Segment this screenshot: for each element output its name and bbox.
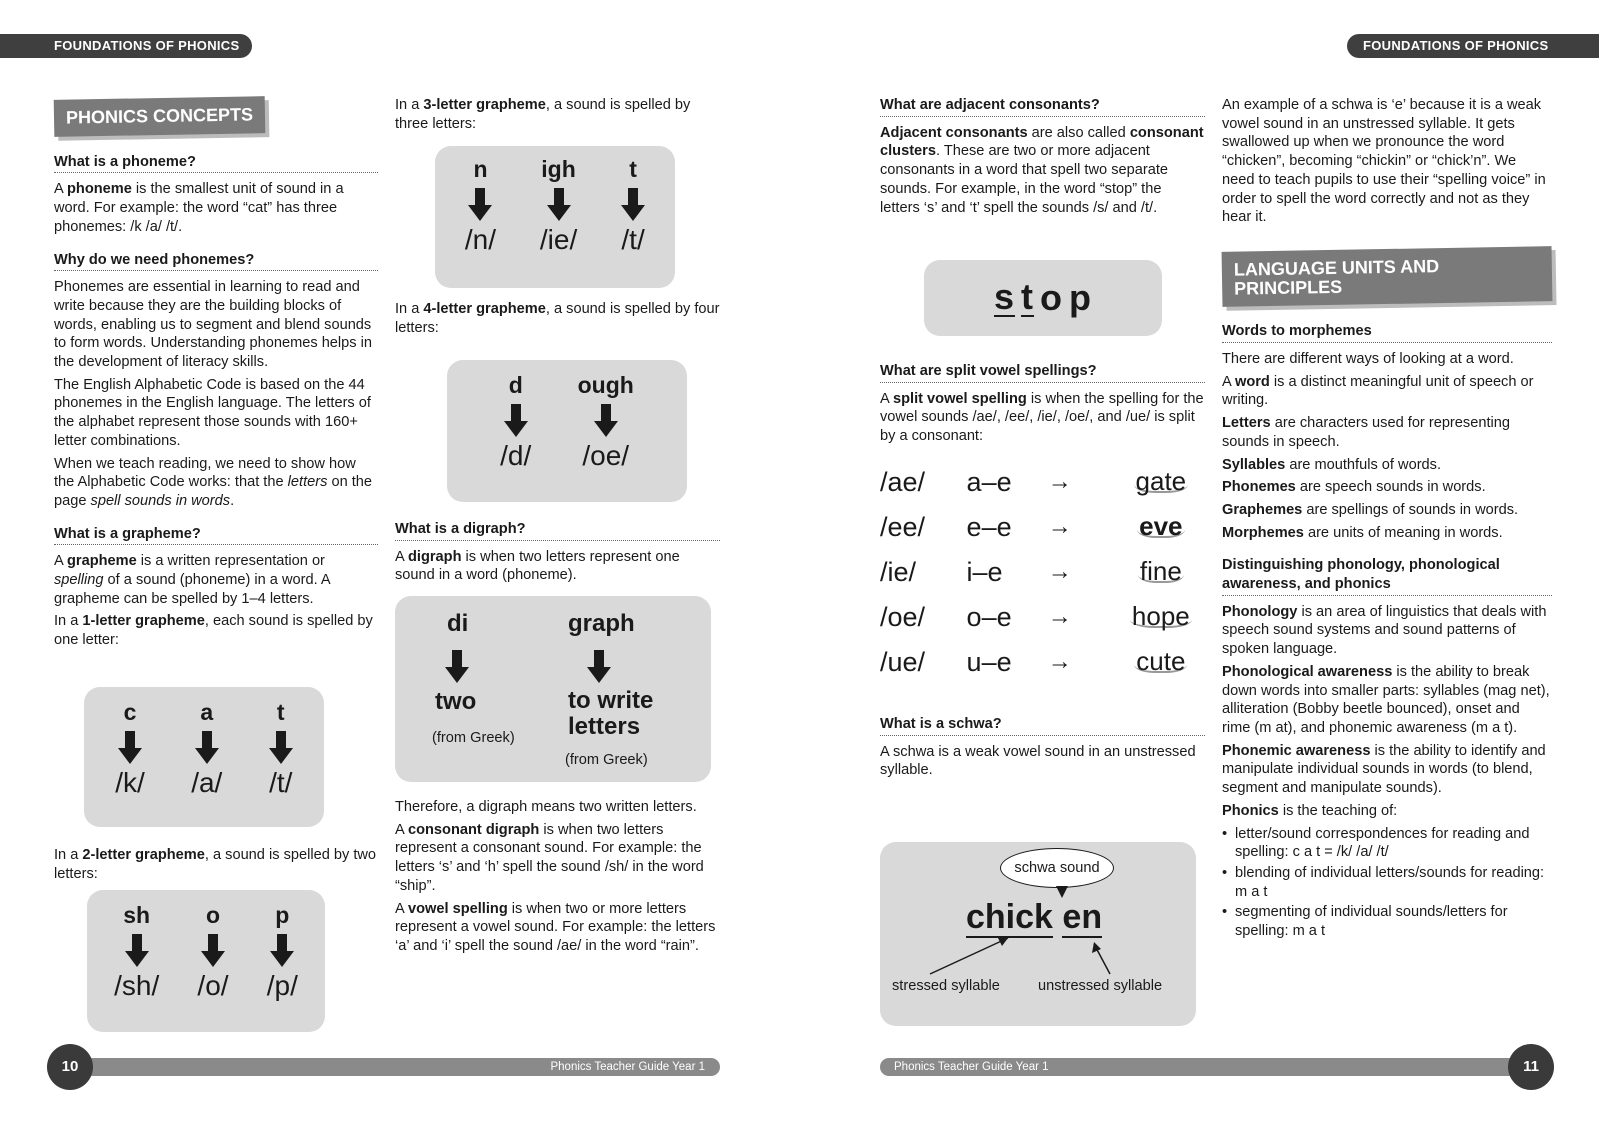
split-sound: /ae/ bbox=[880, 466, 926, 497]
therefore-text: Therefore, a digraph means two written letters. bbox=[395, 799, 697, 815]
digraph-explanations bbox=[395, 798, 720, 960]
split-row bbox=[880, 640, 1205, 685]
split-pattern: u–e bbox=[966, 646, 1012, 677]
phoneme-sound: /p/ bbox=[266, 970, 298, 1001]
split-sound: /oe/ bbox=[880, 601, 926, 632]
running-header-right: FOUNDATIONS OF PHONICS bbox=[1347, 34, 1599, 58]
split-word-fine: fine bbox=[1139, 555, 1182, 586]
adjacent-section bbox=[880, 96, 1205, 221]
heading-distinguishing: Distinguishing phonology, phonological awareness, and phonics bbox=[1222, 556, 1552, 595]
down-arrow-icon bbox=[587, 650, 611, 684]
down-arrow-icon bbox=[270, 934, 294, 968]
digraph-left-top: di bbox=[447, 610, 469, 637]
heading-phoneme: What is a phoneme? bbox=[54, 153, 378, 174]
grapheme-letter: c bbox=[123, 699, 137, 725]
phoneme-sound: /oe/ bbox=[582, 440, 630, 471]
grapheme-letter: igh bbox=[541, 156, 576, 182]
three-letter-grapheme-box bbox=[435, 146, 675, 288]
split-row bbox=[880, 550, 1205, 595]
grapheme-letter: ough bbox=[577, 372, 634, 398]
three-letter-intro: In a 3-letter grapheme, a sound is spelled by three letters: bbox=[395, 97, 691, 132]
heading-why-phonemes: Why do we need phonemes? bbox=[54, 251, 378, 272]
down-arrow-icon bbox=[269, 731, 293, 765]
split-word-cute: cute bbox=[1136, 645, 1186, 676]
grapheme-letter: n bbox=[473, 156, 488, 182]
phoneme-sound: /d/ bbox=[500, 440, 532, 471]
digraph-right-top: graph bbox=[568, 610, 635, 637]
def-phonics: Phonics is the teaching of: bbox=[1222, 802, 1398, 819]
four-letter-intro: In a 4-letter grapheme, a sound is spelled by four letters: bbox=[395, 301, 720, 336]
phoneme-sound: /t/ bbox=[269, 767, 293, 798]
def-phonemes: Phonemes are speech sounds in words. bbox=[1222, 479, 1486, 496]
footer-right: Phonics Teacher Guide Year 1 bbox=[880, 1058, 1520, 1076]
phoneme-sound: /o/ bbox=[197, 970, 229, 1001]
digraph-box bbox=[395, 596, 711, 782]
split-word-eve: eve bbox=[1139, 510, 1183, 541]
schwa-section bbox=[880, 715, 1205, 784]
phoneme-sound: /ie/ bbox=[539, 224, 578, 255]
four-letter-grapheme-box bbox=[447, 360, 687, 502]
why-paragraph-1: Phonemes are essential in learning to read and write because they are the building blocks of words, enabling us to segment and blend sounds to form words. Understanding phonemes helps in the development of literacy skills. bbox=[54, 279, 372, 371]
page-number-left: 10 bbox=[47, 1044, 93, 1090]
heading-digraph: What is a digraph? bbox=[395, 520, 720, 541]
stop-word-box bbox=[924, 260, 1162, 336]
consonant-digraph-definition: A consonant digraph is when two letters represent a consonant sound. For example: the letters ‘s’ and ‘h’ spell the sound /sh/ in the word “ship”. bbox=[395, 821, 704, 894]
section-title-phonics-concepts: PHONICS CONCEPTS bbox=[54, 96, 266, 136]
adjacent-definition: Adjacent consonants are also called consonant clusters. These are two or more adjacent consonants in a word that spell two separate sounds. For example, in the word “stop” the letters ‘s’ and ‘t’ spell the sounds /s/ and /t/. bbox=[880, 124, 1204, 216]
digraph-right-bottom: to write letters bbox=[568, 687, 654, 740]
list-item: • blending of individual letters/sounds for reading: m a t bbox=[1222, 864, 1552, 901]
label-stressed-syllable: stressed syllable bbox=[892, 978, 1000, 994]
grapheme-letter: a bbox=[200, 699, 214, 725]
why-paragraph-2: The English Alphabetic Code is based on the 44 phonemes in the English language. The letters of the alphabet represent those sounds with 160+ letter combinations. bbox=[54, 376, 371, 449]
right-arrow-icon: → bbox=[1047, 647, 1072, 675]
one-letter-grapheme-box bbox=[84, 687, 324, 827]
split-sound: /ie/ bbox=[880, 556, 917, 587]
split-vowel-definition: A split vowel spelling is when the spelling for the vowel sounds /ae/, /ee/, /ie/, /oe/, and /ue/ is split by a consonant: bbox=[880, 390, 1204, 445]
def-phonological-awareness: Phonological awareness is the ability to break down words into smaller parts: syllables (mag net), alliteration (Bobby beetle bounced), onset and rime (m at), and phonemic awareness (m a t). bbox=[1222, 663, 1550, 736]
why-paragraph-3: When we teach reading, we need to show how the Alphabetic Code works: that the letters on the page spell sounds in words. bbox=[54, 455, 373, 509]
grapheme-definition: A grapheme is a written representation or spelling of a sound (phoneme) in a word. A grapheme can be spelled by 1–4 letters. bbox=[54, 553, 330, 607]
def-graphemes: Graphemes are spellings of sounds in words. bbox=[1222, 501, 1519, 518]
grapheme-letter: sh bbox=[123, 902, 151, 928]
split-row bbox=[880, 595, 1205, 640]
column-4 bbox=[1222, 96, 1552, 943]
grapheme-letter: t bbox=[276, 699, 285, 725]
stressed-part: chick bbox=[966, 898, 1053, 936]
stop-letter-p: p bbox=[1069, 277, 1093, 318]
section-title-language-units: LANGUAGE UNITS AND PRINCIPLES bbox=[1222, 246, 1553, 307]
split-sound: /ee/ bbox=[880, 511, 926, 542]
digraph-section bbox=[395, 520, 720, 589]
down-arrow-icon bbox=[547, 188, 571, 222]
pointer-arrows bbox=[880, 842, 1196, 1026]
split-row bbox=[880, 505, 1205, 550]
grapheme-letter: d bbox=[508, 372, 523, 398]
split-pattern: i–e bbox=[966, 556, 1003, 587]
unstressed-part: en bbox=[1062, 898, 1103, 936]
page-number-right: 11 bbox=[1508, 1044, 1554, 1090]
stop-letter-o: o bbox=[1040, 277, 1064, 318]
phoneme-sound: /n/ bbox=[464, 224, 497, 255]
phoneme-definition: A phoneme is the smallest unit of sound in a word. For example: the word “cat” has three phonemes: /k /a/ /t/. bbox=[54, 181, 344, 235]
heading-schwa: What is a schwa? bbox=[880, 715, 1205, 736]
phoneme-sound: /t/ bbox=[621, 224, 645, 255]
def-phonemic-awareness: Phonemic awareness is the ability to identify and manipulate individual sounds in words (to blend, segment and manipulate sounds). bbox=[1222, 742, 1546, 797]
column-1 bbox=[54, 98, 378, 654]
down-arrow-icon bbox=[125, 934, 149, 968]
right-arrow-icon: → bbox=[1047, 602, 1072, 630]
heading-words-to-morphemes: Words to morphemes bbox=[1222, 322, 1552, 343]
grapheme-letter: t bbox=[629, 156, 637, 182]
split-pattern: e–e bbox=[966, 511, 1012, 542]
two-letter-grapheme-box bbox=[87, 890, 325, 1032]
phoneme-sound: /k/ bbox=[115, 767, 145, 798]
down-arrow-icon bbox=[445, 650, 469, 684]
down-arrow-icon bbox=[621, 188, 645, 222]
ways-text: There are different ways of looking at a word. bbox=[1222, 351, 1514, 368]
footer-left: Phonics Teacher Guide Year 1 bbox=[65, 1058, 720, 1076]
list-item: • segmenting of individual sounds/letters for spelling: m a t bbox=[1222, 903, 1552, 940]
phoneme-sound: /sh/ bbox=[114, 970, 160, 1001]
schwa-definition: A schwa is a weak vowel sound in an unstressed syllable. bbox=[880, 743, 1196, 779]
label-unstressed-syllable: unstressed syllable bbox=[1038, 978, 1163, 994]
split-word-hope: hope bbox=[1131, 600, 1190, 631]
down-arrow-icon bbox=[594, 404, 618, 438]
heading-grapheme: What is a grapheme? bbox=[54, 525, 378, 546]
heading-adjacent-consonants: What are adjacent consonants? bbox=[880, 96, 1205, 117]
split-vowel-section bbox=[880, 362, 1205, 685]
split-vowel-table bbox=[880, 460, 1205, 685]
grapheme-letter: o bbox=[205, 902, 221, 928]
down-arrow-icon bbox=[201, 934, 225, 968]
digraph-left-note: (from Greek) bbox=[432, 730, 515, 746]
split-row bbox=[880, 460, 1205, 505]
right-arrow-icon: → bbox=[1047, 512, 1072, 540]
speech-bubble-text: schwa sound bbox=[1014, 860, 1100, 876]
split-word-gate: gate bbox=[1135, 465, 1187, 496]
def-letters: Letters are characters used for representing sounds in speech. bbox=[1222, 415, 1510, 450]
split-pattern: a–e bbox=[966, 466, 1012, 497]
list-item: • letter/sound correspondences for reading and spelling: c a t = /k/ /a/ /t/ bbox=[1222, 825, 1552, 862]
def-word: A word is a distinct meaningful unit of speech or writing. bbox=[1222, 373, 1534, 409]
heading-split-vowel: What are split vowel spellings? bbox=[880, 362, 1205, 383]
one-letter-intro: In a 1-letter grapheme, each sound is spelled by one letter: bbox=[54, 613, 373, 649]
split-sound: /ue/ bbox=[880, 646, 926, 677]
phoneme-sound: /a/ bbox=[191, 767, 223, 798]
def-morphemes: Morphemes are units of meaning in words. bbox=[1222, 524, 1503, 541]
vowel-spelling-definition: A vowel spelling is when two or more letters represent a vowel sound. For example: the letters ‘a’ and ‘i’ spell the sound /ae/ in the word “rain”. bbox=[395, 900, 716, 954]
digraph-definition: A digraph is when two letters represent one sound in a word (phoneme). bbox=[395, 548, 680, 584]
schwa-diagram-box bbox=[880, 842, 1196, 1026]
running-header-left: FOUNDATIONS OF PHONICS bbox=[0, 34, 252, 58]
phonics-bullets bbox=[1222, 825, 1552, 941]
digraph-right-note: (from Greek) bbox=[565, 752, 648, 768]
schwa-example: An example of a schwa is ‘e’ because it is a weak vowel sound in an unstressed syllable. It gets swallowed up when we pronounce the word “chicken”, becoming “chickin” or “chick’n”. We need to teach pupils to use their “spelling voice” in order to spell the word correctly and not as they hear it. bbox=[1222, 97, 1546, 226]
grapheme-letter: p bbox=[275, 902, 290, 928]
right-arrow-icon: → bbox=[1047, 467, 1072, 495]
stop-letter-t: t bbox=[1021, 276, 1035, 317]
down-arrow-icon bbox=[195, 731, 219, 765]
down-arrow-icon bbox=[468, 188, 492, 222]
def-syllables: Syllables are mouthfuls of words. bbox=[1222, 456, 1442, 473]
down-arrow-icon bbox=[118, 731, 142, 765]
stop-letter-s: s bbox=[993, 276, 1016, 317]
def-phonology: Phonology is an area of linguistics that deals with speech sound systems and sound patterns of spoken language. bbox=[1222, 603, 1547, 658]
split-pattern: o–e bbox=[966, 601, 1012, 632]
right-arrow-icon: → bbox=[1047, 557, 1072, 585]
digraph-left-bottom: two bbox=[435, 688, 477, 715]
down-arrow-icon bbox=[504, 404, 528, 438]
two-letter-intro: In a 2-letter grapheme, a sound is spelled by two letters: bbox=[54, 847, 377, 882]
